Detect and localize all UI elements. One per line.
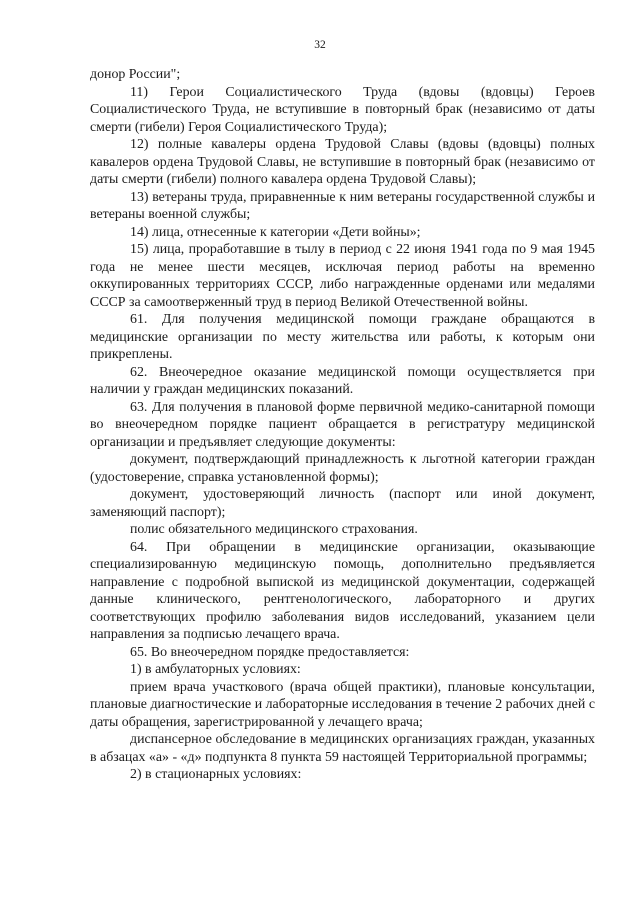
document-item-identity: документ, удостоверяющий личность (паспорт или иной документ, заменяющий паспорт); [90,487,595,520]
list-item-11: 11) Герои Социалистического Труда (вдовы (вдовцы) Героев Социалистического Труда, не вступившие в повторный брак (независимо от даты смерти (гибели) Героя Социалистического Труда); [90,84,595,135]
list-item-12: 12) полные кавалеры ордена Трудовой Славы (вдовы (вдовцы) полных кавалеров ордена Трудовой Славы, не вступившие в повторный брак (независимо от даты смерти (гибели) полного кавалера ордена Трудовой Славы); [90,137,595,187]
clause-62: 62. Внеочередное оказание медицинской помощи осуществляется при наличии у граждан медицинских показаний. [90,364,595,397]
list-item-14: 14) лица, отнесенные к категории «Дети войны»; [130,224,421,240]
clause-63: 63. Для получения в плановой форме первичной медико-санитарной помощи во внеочередном порядке пациент обращается в регистратуру медицинской организации и предъявляет следующие документы: [90,399,595,450]
subclause-1: 1) в амбулаторных условиях: [130,662,301,677]
list-item-13: 13) ветераны труда, приравненные к ним ветераны государственной службы и ветераны военной службы; [90,189,595,222]
page-number: 32 [314,39,326,51]
outpatient-dispensary: диспансерное обследование в медицинских организациях граждан, указанных в абзацах «а» - «д» подпункта 8 пункта 59 настоящей Территориальной программы; [90,732,595,765]
clause-64: 64. При обращении в медицинские организации, оказывающие специализированную медицинскую помощь, дополнительно предъявляется направление с подробной выпиской из медицинской документации, содержащей данные клинического, рентгенологического, лабораторного и других соответствующих профилю заболевания видов исследований, указанием цели направления за подписью лечащего врача. [90,539,595,642]
subclause-2: 2) в стационарных условиях: [130,767,302,782]
paragraph-continuation: донор России"; [90,67,181,82]
list-item-15: 15) лица, проработавшие в тылу в период с 22 июня 1941 года по 9 мая 1945 года не менее шести месяцев, исключая период работы на временно оккупированных территориях СССР, либо награжденные орденами или медалями СССР за самоотверженный труд в период Великой Отечественной войны. [90,242,595,310]
clause-65: 65. Во внеочередном порядке предоставляется: [130,644,410,660]
outpatient-reception: прием врача участкового (врача общей практики), плановые консультации, плановые диагностические и лабораторные исследования в течение 2 рабочих дней с даты обращения, зарегистрированной у лечащего врача; [90,679,595,730]
document-item-certificate: документ, подтверждающий принадлежность к льготной категории граждан (удостоверение, справка установленной формы); [90,452,595,485]
clause-61: 61. Для получения медицинской помощи граждане обращаются в медицинские организации по месту жительства или работы, к которым они прикреплены. [90,312,595,362]
document-body [90,66,595,784]
document-item-insurance: полис обязательного медицинского страхования. [130,522,418,537]
